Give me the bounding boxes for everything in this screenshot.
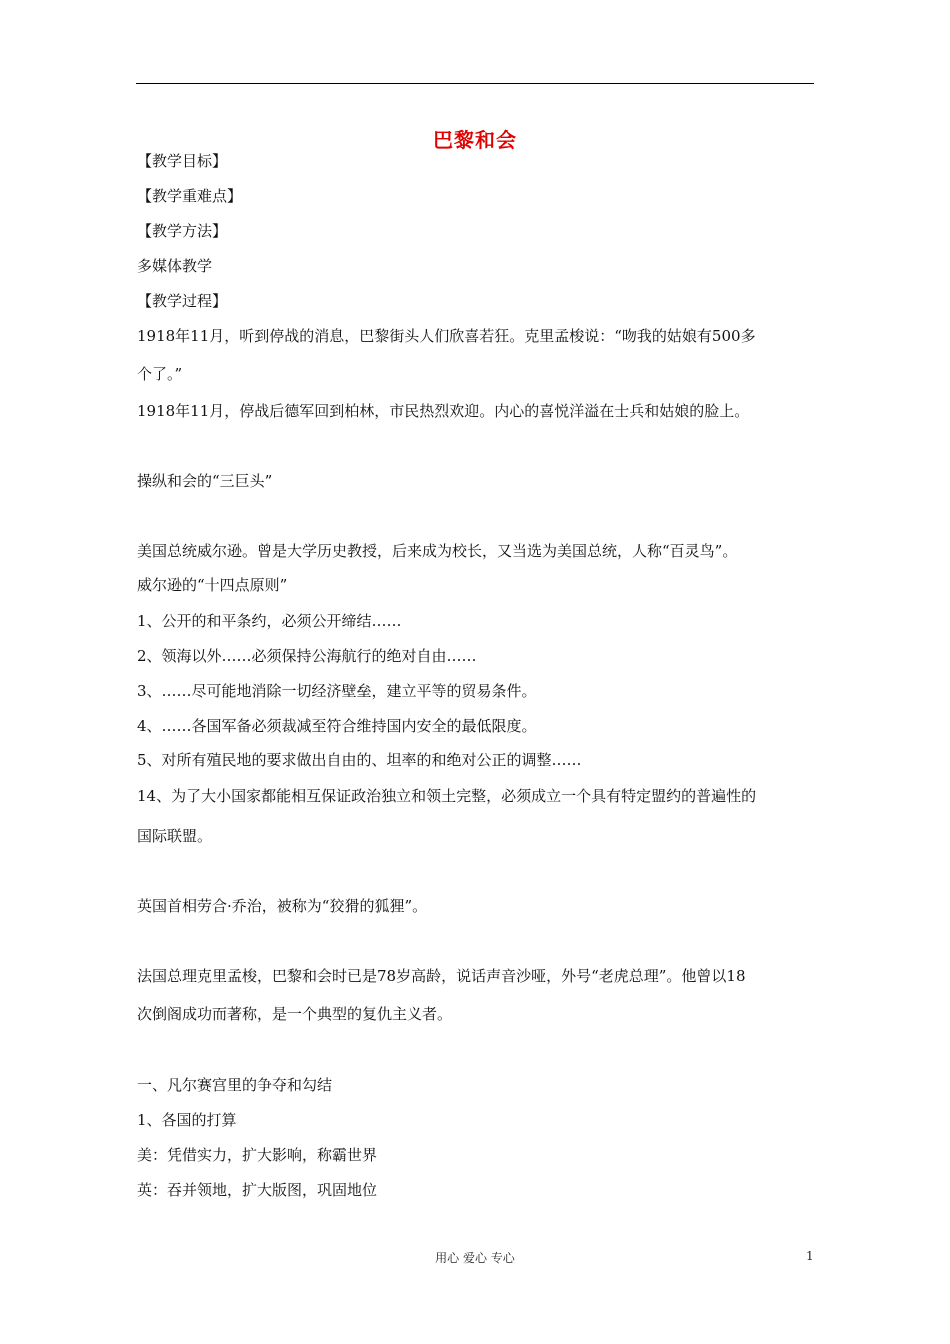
list-item: 1、公开的和平条约，必须公开缔结……	[137, 612, 402, 630]
paragraph-line: 次倒阁成功而著称，是一个典型的复仇主义者。	[137, 1005, 453, 1023]
paragraph-line: 个了。”	[137, 365, 183, 383]
section-teaching-method: 【教学方法】	[137, 222, 228, 240]
paragraph-line: 英国首相劳合·乔治，被称为“狡猾的狐狸”。	[137, 897, 428, 915]
paragraph-line: 美国总统威尔逊。曾是大学历史教授，后来成为校长，又当选为美国总统，人称“百灵鸟”。	[137, 542, 738, 560]
paragraph-line: 多媒体教学	[137, 257, 213, 275]
paragraph-line: 美：凭借实力，扩大影响，称霸世界	[137, 1146, 378, 1164]
list-item: 国际联盟。	[137, 827, 213, 845]
paragraph-line: 1918年11月，听到停战的消息，巴黎街头人们欣喜若狂。克里孟梭说：“吻我的姑娘有500多	[137, 327, 756, 345]
list-item: 14、为了大小国家都能相互保证政治独立和领土完整，必须成立一个具有特定盟约的普遍性的	[137, 787, 757, 805]
page-number: 1	[806, 1249, 814, 1263]
section-teaching-goals: 【教学目标】	[137, 152, 228, 170]
section-teaching-process: 【教学过程】	[137, 292, 228, 310]
sub-heading: 1、各国的打算	[137, 1111, 237, 1129]
list-item: 3、……尽可能地消除一切经济壁垒，建立平等的贸易条件。	[137, 682, 537, 700]
section-heading: 一、凡尔赛宫里的争夺和勾结	[137, 1076, 333, 1094]
paragraph-line: 法国总理克里孟梭，巴黎和会时已是78岁高龄，说话声音沙哑，外号“老虎总理”。他曾以18	[137, 967, 746, 985]
list-item: 4、……各国军备必须裁减至符合维持国内安全的最低限度。	[137, 717, 537, 735]
paragraph-line: 操纵和会的“三巨头”	[137, 472, 273, 490]
paragraph-line: 1918年11月，停战后德军回到柏林，市民热烈欢迎。内心的喜悦洋溢在士兵和姑娘的脸上。	[137, 402, 750, 420]
section-key-points: 【教学重难点】	[137, 187, 243, 205]
list-item: 2、领海以外……必须保持公海航行的绝对自由……	[137, 647, 477, 665]
document-title: 巴黎和会	[433, 128, 517, 152]
list-item: 5、对所有殖民地的要求做出自由的、坦率的和绝对公正的调整……	[137, 751, 582, 769]
paragraph-line: 威尔逊的“十四点原则”	[137, 576, 288, 594]
footer-motto: 用心 爱心 专心	[435, 1251, 515, 1265]
header-rule	[136, 83, 814, 84]
paragraph-line: 英：吞并领地，扩大版图，巩固地位	[137, 1181, 378, 1199]
